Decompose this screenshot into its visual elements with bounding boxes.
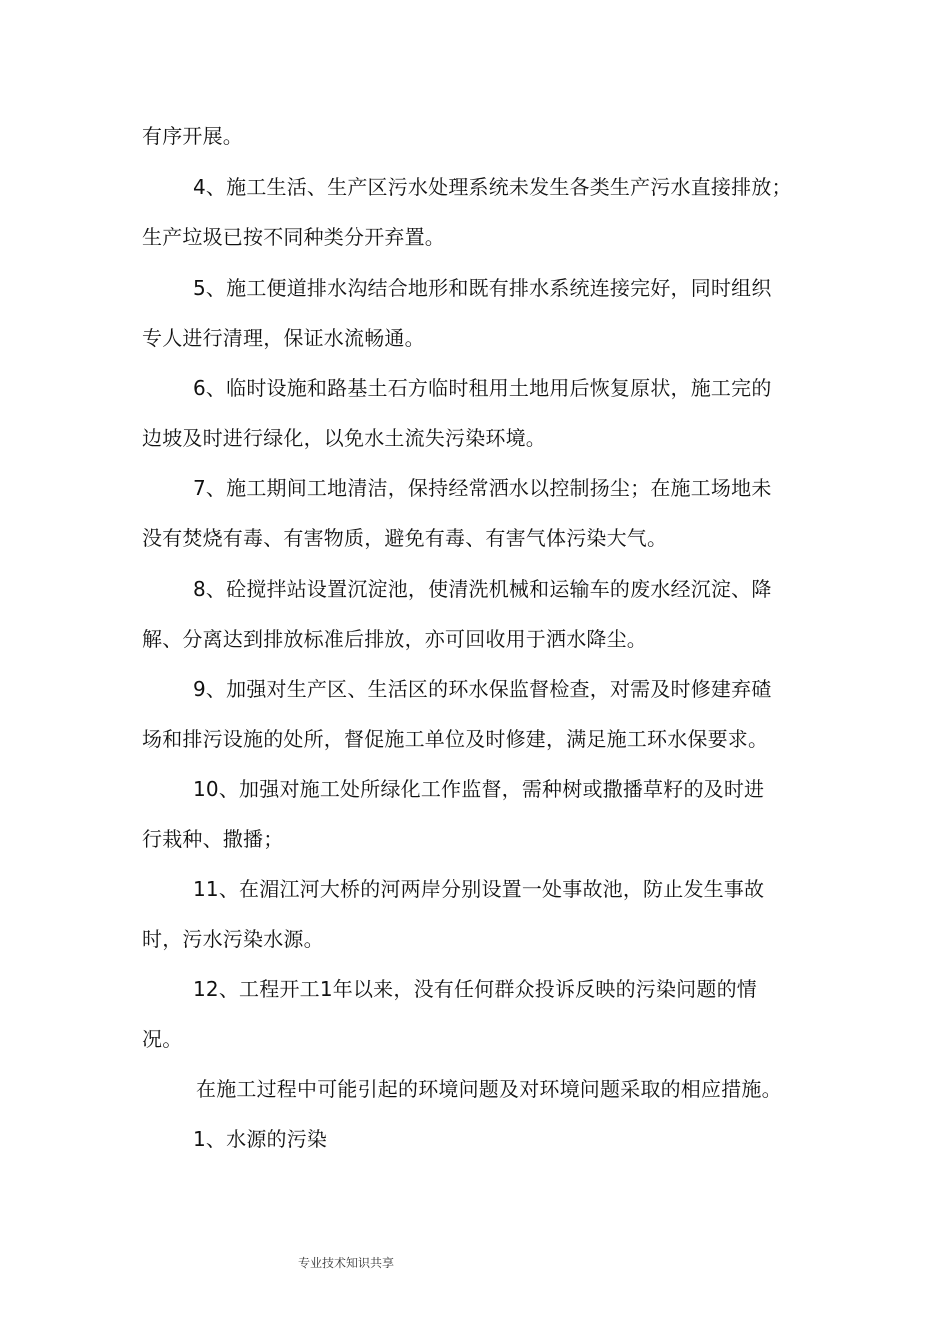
text-line: 场和排污设施的处所，督促施工单位及时修建，满足施工环水保要求。 [142,727,769,751]
page-footer: 专业技术知识共享 [298,1256,395,1270]
text-line: 有序开展。 [142,124,243,148]
text-line: 边坡及时进行绿化，以免水土流失污染环境。 [142,426,546,450]
text-line: 7、施工期间工地清洁，保持经常洒水以控制扬尘；在施工场地未 [193,476,772,500]
text-line: 时，污水污染水源。 [142,927,324,951]
text-line: 9、加强对生产区、生活区的环水保监督检查，对需及时修建弃碴 [193,677,772,701]
text-line: 解、分离达到排放标准后排放，亦可回收用于洒水降尘。 [142,627,647,651]
text-line: 10、加强对施工处所绿化工作监督，需种树或撒播草籽的及时进 [193,777,765,801]
text-line: 行栽种、撒播； [142,827,284,851]
text-line: 8、砼搅拌站设置沉淀池，使清洗机械和运输车的废水经沉淀、降 [193,577,772,601]
text-line: 生产垃圾已按不同种类分开弃置。 [142,225,445,249]
section-heading: 1、水源的污染 [193,1127,328,1151]
text-line: 5、施工便道排水沟结合地形和既有排水系统连接完好，同时组织 [193,276,772,300]
text-line: 6、临时设施和路基土石方临时租用土地用后恢复原状，施工完的 [193,376,772,400]
text-line: 11、在湄江河大桥的河两岸分别设置一处事故池，防止发生事故 [193,877,765,901]
text-line: 12、工程开工1年以来，没有任何群众投诉反映的污染问题的情 [193,977,757,1001]
text-line: 在施工过程中可能引起的环境问题及对环境问题采取的相应措施。 [196,1077,782,1101]
text-line: 专人进行清理，保证水流畅通。 [142,326,425,350]
text-line: 况。 [142,1027,183,1051]
text-line: 4、施工生活、生产区污水处理系统未发生各类生产污水直接排放； [193,175,792,199]
text-line: 没有焚烧有毒、有害物质，避免有毒、有害气体污染大气。 [142,526,668,550]
